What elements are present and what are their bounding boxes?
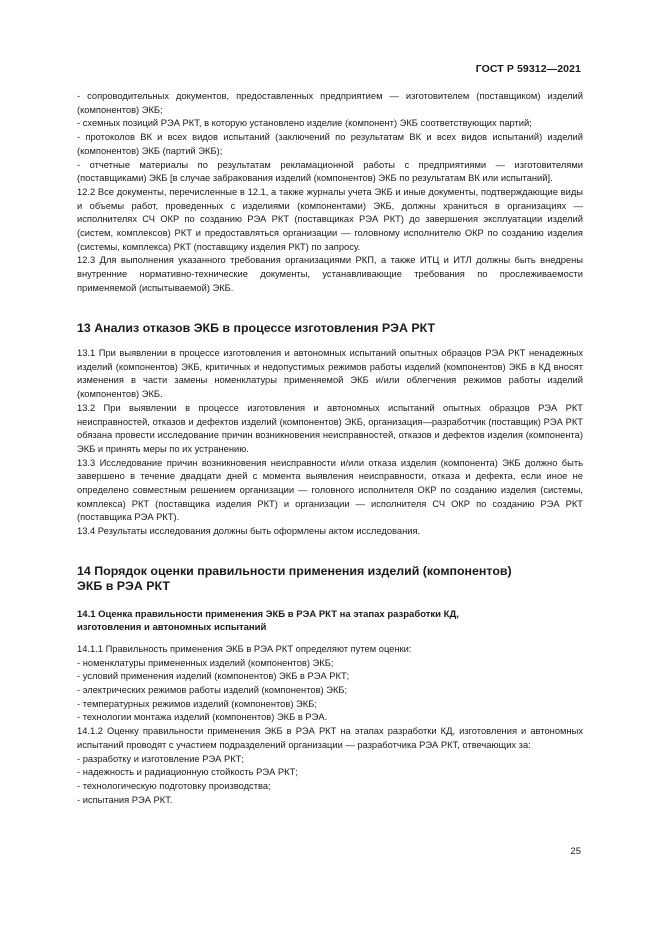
list-item: - технологии монтажа изделий (компонентов) ЭКБ в РЭА. [77, 712, 328, 723]
paragraph-12-3: 12.3 Для выполнения указанного требования организациями РКП, а также ИТЦ и ИТЛ должны быть внедрены внутренние нормативно-технические документы, устанавливающие требования по прослеживаемости применяемой (испытываемой) ЭКБ. [77, 255, 583, 293]
paragraph-13-2: 13.2 При выявлении в процессе изготовления и автономных испытаний опытных образцов РЭА РКТ неисправностей, отказов и дефектов изделий (компонентов) ЭКБ, организация—разработчик (поставщик) РЭА РКТ обязана провести исследование причин возникновения неисправностей, отказов и дефектов изделия (компонента) ЭКБ и принять меры по их устранению. [77, 402, 583, 454]
page-number: 25 [570, 846, 581, 857]
paragraph-14-1-1: 14.1.1 Правильность применения ЭКБ в РЭА РКТ определяют путем оценки: [77, 643, 412, 654]
paragraph-13-4: 13.4 Результаты исследования должны быть оформлены актом исследования. [77, 526, 421, 537]
page-content [77, 90, 583, 807]
list-item: - номенклатуры примененных изделий (компонентов) ЭКБ; [77, 657, 334, 668]
paragraph-13-1: 13.1 При выявлении в процессе изготовления и автономных испытаний опытных образцов РЭА РКТ ненадежных изделий (компонентов) ЭКБ, критичных и недопустимых режимов работы изделий (компонентов) ЭКБ в КД вносят изменения в части замены номенклатуры применяемой ЭКБ и/или облегчения режимов работы изделий (компонентов) ЭКБ. [77, 348, 583, 400]
subsection-14-1-heading-line2: изготовления и автономных испытаний [77, 622, 267, 634]
list-item: - разработку и изготовление РЭА РКТ; [77, 753, 244, 764]
paragraph-14-1-2: 14.1.2 Оценку правильности применения ЭКБ в РЭА РКТ на этапах разработки КД, изготовления и автономных испытаний проводят с участием подразделений организации — разработчика РЭА РКТ, отвечающих за: [77, 726, 583, 750]
paragraph-12-2: 12.2 Все документы, перечисленные в 12.1, а также журналы учета ЭКБ и иные документы, подтверждающие виды и объемы работ, проведенных с изделиями (компонентами) ЭКБ, должны храниться в организациях — исполнителях СЧ ОКР по созданию РЭА РКТ (поставщиках РЭА РКТ) до завершения эксплуатации изделий (систем, комплексов) РКТ и предоставляться организации — головному исполнителю ОКР по созданию изделия (системы, комплекса) РКТ (поставщику изделия РКТ) по запросу. [77, 186, 583, 252]
section-14-heading-line1: 14 Порядок оценки правильности применения изделий (компонентов) [77, 563, 512, 578]
paragraph-list-item: - отчетные материалы по результатам рекламационной работы с предприятиями — изготовителями (поставщиками) ЭКБ [в случае забракования изделий (компонентов) ЭКБ по результатам ВК или испытаний]. [77, 159, 583, 184]
subsection-14-1-heading-line1: 14.1 Оценка правильности применения ЭКБ в РЭА РКТ на этапах разработки КД, [77, 608, 459, 620]
section-13-heading: 13 Анализ отказов ЭКБ в процессе изготовления РЭА РКТ [77, 320, 436, 335]
document-code: ГОСТ Р 59312—2021 [475, 63, 581, 75]
list-item: - условий применения изделий (компонентов) ЭКБ в РЭА РКТ; [77, 671, 350, 682]
list-item: - электрических режимов работы изделий (компонентов) ЭКБ; [77, 685, 348, 695]
list-item: - испытания РЭА РКТ. [77, 794, 173, 805]
list-item: - температурных режимов изделий (компонентов) ЭКБ; [77, 698, 317, 709]
list-item: - надежность и радиационную стойкость РЭА РКТ; [77, 767, 298, 778]
paragraph-13-3: 13.3 Исследование причин возникновения неисправности и/или отказа изделия (компонента) ЭКБ должно быть завершено в течение двадцати дней с момента выявления неисправности, отказа и дефекта, если иное не определено совместным решением организации — головного исполнителя ОКР по созданию изделия (системы, комплекса) РКТ (поставщика изделия РКТ) и организации — исполнителя СЧ ОКР по созданию РЭА РКТ (поставщика РЭА РКТ). [77, 457, 583, 523]
paragraph-list-item: - сопроводительных документов, предоставленных предприятием — изготовителем (поставщиком) изделий (компонентов) ЭКБ; [77, 91, 583, 115]
paragraph-list-item: - схемных позиций РЭА РКТ, в которую установлено изделие (компонент) ЭКБ соответствующих партий; [77, 118, 532, 129]
paragraph-list-item: - протоколов ВК и всех видов испытаний (заключений по результатам ВК и всех видов испытаний) изделий (компонентов) ЭКБ (партий ЭКБ); [77, 132, 583, 156]
section-14-heading-line2: ЭКБ в РЭА РКТ [77, 579, 170, 594]
list-item: - технологическую подготовку производства; [77, 780, 271, 791]
